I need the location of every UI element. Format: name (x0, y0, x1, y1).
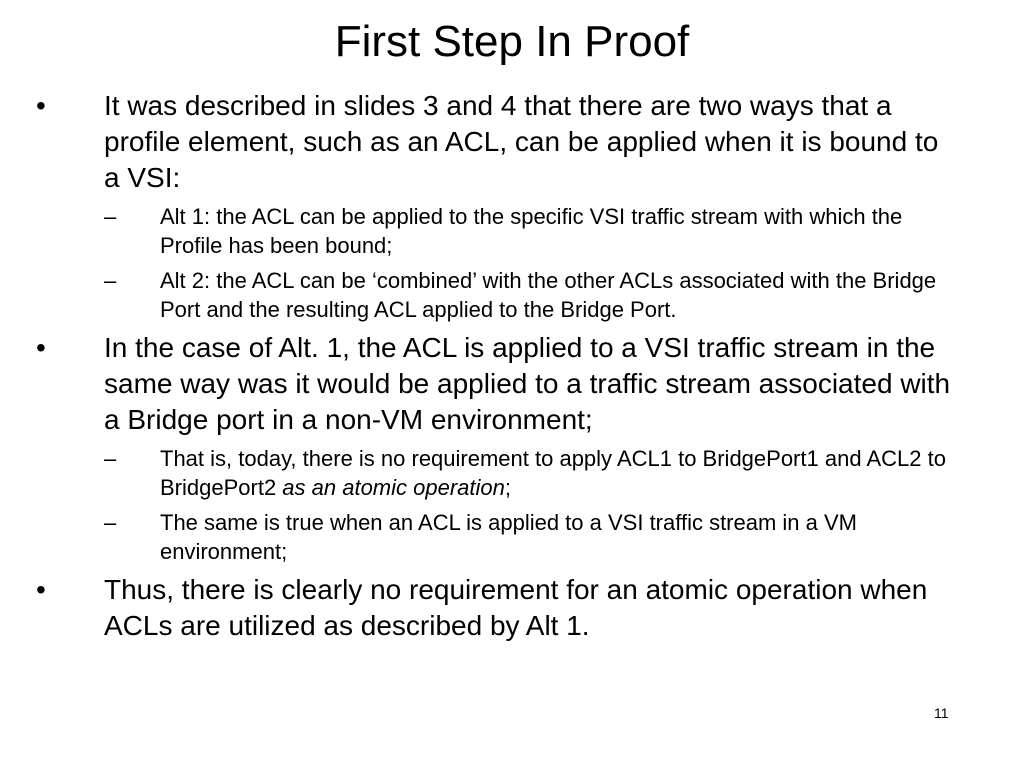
bullet-marker: • (36, 574, 46, 605)
bullet-marker: • (36, 90, 46, 121)
bullet-item (0, 330, 954, 438)
dash-marker: – (104, 204, 117, 229)
bullet-item (0, 88, 954, 196)
dash-marker: – (104, 510, 117, 535)
bullet-text: It was described in slides 3 and 4 that there are two ways that a profile element, such as an ACL, can be applied when it is bound to a VSI: (104, 90, 939, 193)
page-number: 11 (934, 705, 949, 721)
dash-marker: – (104, 446, 117, 471)
sub-bullet-text-italic: as an atomic operation (282, 475, 505, 500)
sub-bullet-text-plain: That is, today, there is no requirement to apply ACL1 to BridgePort1 and ACL2 to BridgePort2 (160, 446, 946, 500)
sub-bullet-text-end: ; (504, 475, 511, 500)
sub-bullet-item (0, 444, 950, 502)
bullet-text: Thus, there is clearly no requirement for an atomic operation when ACLs are utilized as described by Alt 1. (104, 574, 928, 641)
sub-bullet-text (160, 446, 946, 500)
sub-bullet-item (0, 266, 950, 324)
slide-title: First Step In Proof (334, 17, 690, 66)
slide-body (0, 88, 1024, 650)
bullet-text: In the case of Alt. 1, the ACL is applied to a VSI traffic stream in the same way was it would be applied to a traffic stream associated with a Bridge port in a non-VM environment; (104, 332, 951, 435)
bullet-item (0, 572, 954, 644)
sub-bullet-text: Alt 1: the ACL can be applied to the specific VSI traffic stream with which the Profile has been bound; (160, 204, 903, 258)
sub-bullet-item (0, 202, 950, 260)
sub-bullet-text: The same is true when an ACL is applied to a VSI traffic stream in a VM environment; (160, 510, 857, 564)
sub-bullet-item (0, 508, 950, 566)
sub-bullet-text: Alt 2: the ACL can be ‘combined’ with the other ACLs associated with the Bridge Port and the resulting ACL applied to the Bridge Port. (160, 268, 937, 322)
bullet-marker: • (36, 332, 46, 363)
dash-marker: – (104, 268, 117, 293)
